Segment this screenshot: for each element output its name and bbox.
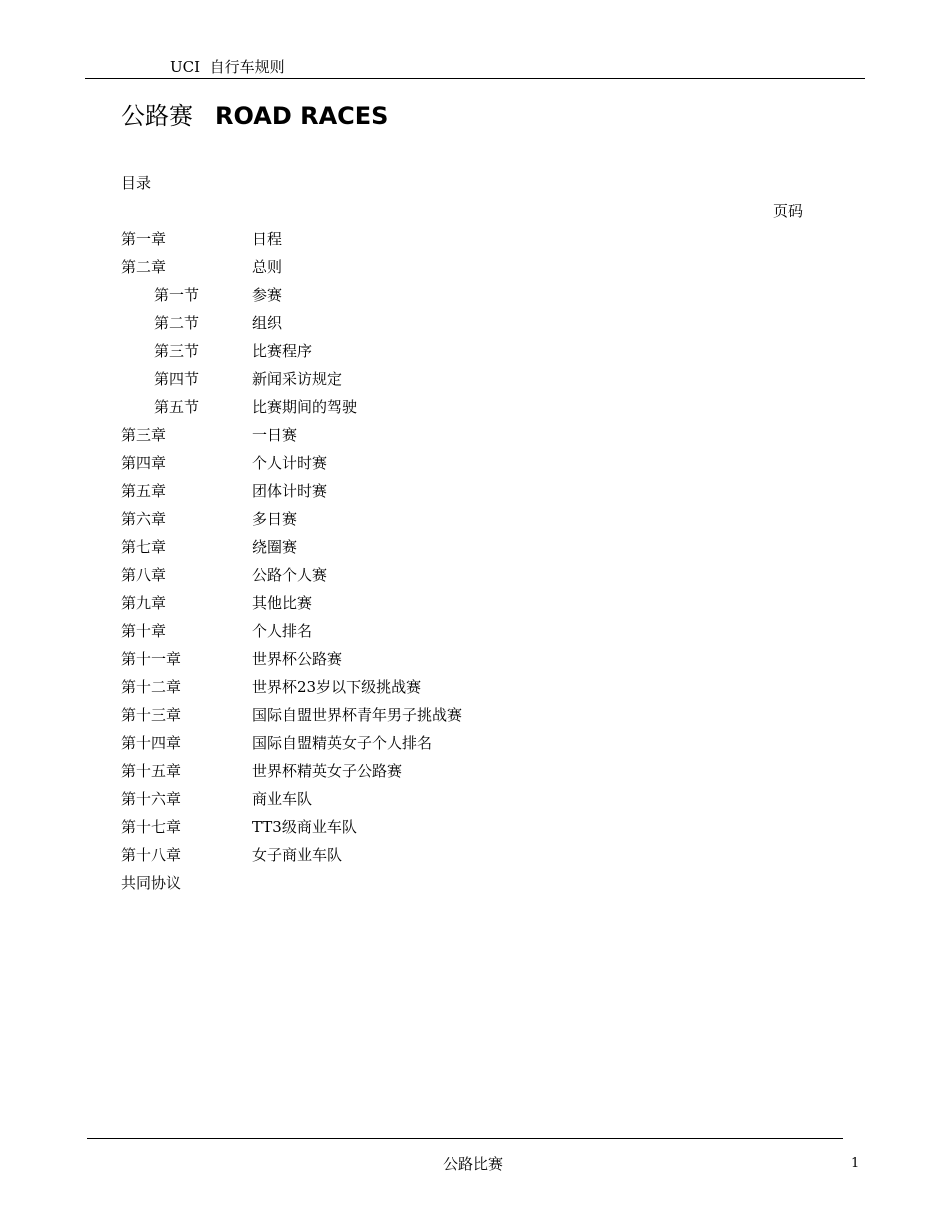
toc-section-row [121, 285, 821, 313]
toc-section-row [121, 397, 821, 425]
toc-entry-number: 第八章 [121, 566, 167, 584]
running-footer: 公路比赛 [443, 1155, 504, 1173]
toc-chapter-row [121, 229, 821, 257]
toc-entry-title: 参赛 [252, 286, 283, 304]
page-title [121, 100, 388, 132]
toc-entry-number: 第十一章 [121, 650, 182, 668]
page-title-chinese: 公路赛 [121, 102, 193, 130]
toc-entry-title: 世界杯23岁以下级挑战赛 [252, 678, 422, 696]
toc-chapter-row [121, 733, 821, 761]
toc-chapter-row [121, 453, 821, 481]
toc-entry-number: 第六章 [121, 510, 167, 528]
toc-entry-title: 个人排名 [252, 622, 313, 640]
toc-chapter-row [121, 565, 821, 593]
toc-chapter-row [121, 677, 821, 705]
toc-entry-number: 第十三章 [121, 706, 182, 724]
toc-entry-title: 比赛程序 [252, 342, 313, 360]
toc-entry-title: 商业车队 [252, 790, 313, 808]
toc-entry-number: 第五章 [121, 482, 167, 500]
toc-entry-number: 第七章 [121, 538, 167, 556]
toc-entry-number: 第九章 [121, 594, 167, 612]
toc-entry-title: 世界杯公路赛 [252, 650, 343, 668]
toc-section-row [121, 341, 821, 369]
toc-chapter-row [121, 509, 821, 537]
toc-entry-number: 第五节 [154, 398, 200, 416]
toc-entry-title: 日程 [252, 230, 283, 248]
toc-chapter-row [121, 649, 821, 677]
toc-entry-title: 一日赛 [252, 426, 298, 444]
toc-chapter-row [121, 817, 821, 845]
toc-entry-number: 第十七章 [121, 818, 182, 836]
toc-entry-title: 其他比赛 [252, 594, 313, 612]
toc-entry-number: 第二节 [154, 314, 200, 332]
toc-chapter-row [121, 481, 821, 509]
toc-entry-number: 第四节 [154, 370, 200, 388]
toc-entry-number: 第一节 [154, 286, 200, 304]
page-number: 1 [851, 1156, 860, 1171]
toc-entry-title: 个人计时赛 [252, 454, 328, 472]
toc-entry-number: 第十八章 [121, 846, 182, 864]
toc-entry-title: 组织 [252, 314, 283, 332]
table-of-contents [121, 229, 821, 901]
toc-entry-number: 第十五章 [121, 762, 182, 780]
toc-entry-title: 比赛期间的驾驶 [252, 398, 358, 416]
toc-entry-title: 国际自盟精英女子个人排名 [252, 734, 433, 752]
toc-entry-number: 第十六章 [121, 790, 182, 808]
toc-entry-title: 公路个人赛 [252, 566, 328, 584]
toc-chapter-row [121, 705, 821, 733]
toc-entry-number: 第二章 [121, 258, 167, 276]
toc-section-row [121, 369, 821, 397]
footer-rule [87, 1138, 843, 1139]
header-rule [85, 78, 865, 79]
toc-entry-title: 国际自盟世界杯青年男子挑战赛 [252, 706, 463, 724]
toc-entry-number: 第三章 [121, 426, 167, 444]
toc-section-row [121, 313, 821, 341]
toc-chapter-row [121, 593, 821, 621]
toc-chapter-row [121, 845, 821, 873]
toc-entry-number: 第四章 [121, 454, 167, 472]
toc-entry-title: 团体计时赛 [252, 482, 328, 500]
page-title-english: ROAD RACES [215, 102, 389, 130]
toc-entry-title: 新闻采访规定 [252, 370, 343, 388]
toc-entry-number: 第三节 [154, 342, 200, 360]
toc-entry-number: 共同协议 [121, 874, 182, 892]
toc-entry-title: 总则 [252, 258, 283, 276]
toc-chapter-row [121, 761, 821, 789]
toc-entry-number: 第十二章 [121, 678, 182, 696]
toc-chapter-row [121, 873, 821, 901]
toc-page-column-label: 页码 [773, 202, 804, 220]
toc-entry-title: 多日赛 [252, 510, 298, 528]
toc-chapter-row [121, 537, 821, 565]
toc-chapter-row [121, 621, 821, 649]
toc-entry-number: 第十章 [121, 622, 167, 640]
toc-entry-title: TT3级商业车队 [252, 818, 357, 836]
toc-chapter-row [121, 425, 821, 453]
toc-entry-number: 第一章 [121, 230, 167, 248]
toc-heading: 目录 [121, 174, 152, 192]
toc-chapter-row [121, 789, 821, 817]
toc-entry-number: 第十四章 [121, 734, 182, 752]
toc-entry-title: 女子商业车队 [252, 846, 343, 864]
toc-chapter-row [121, 257, 821, 285]
toc-entry-title: 世界杯精英女子公路赛 [252, 762, 403, 780]
toc-entry-title: 绕圈赛 [252, 538, 298, 556]
running-header: UCI 自行车规则 [170, 58, 285, 76]
